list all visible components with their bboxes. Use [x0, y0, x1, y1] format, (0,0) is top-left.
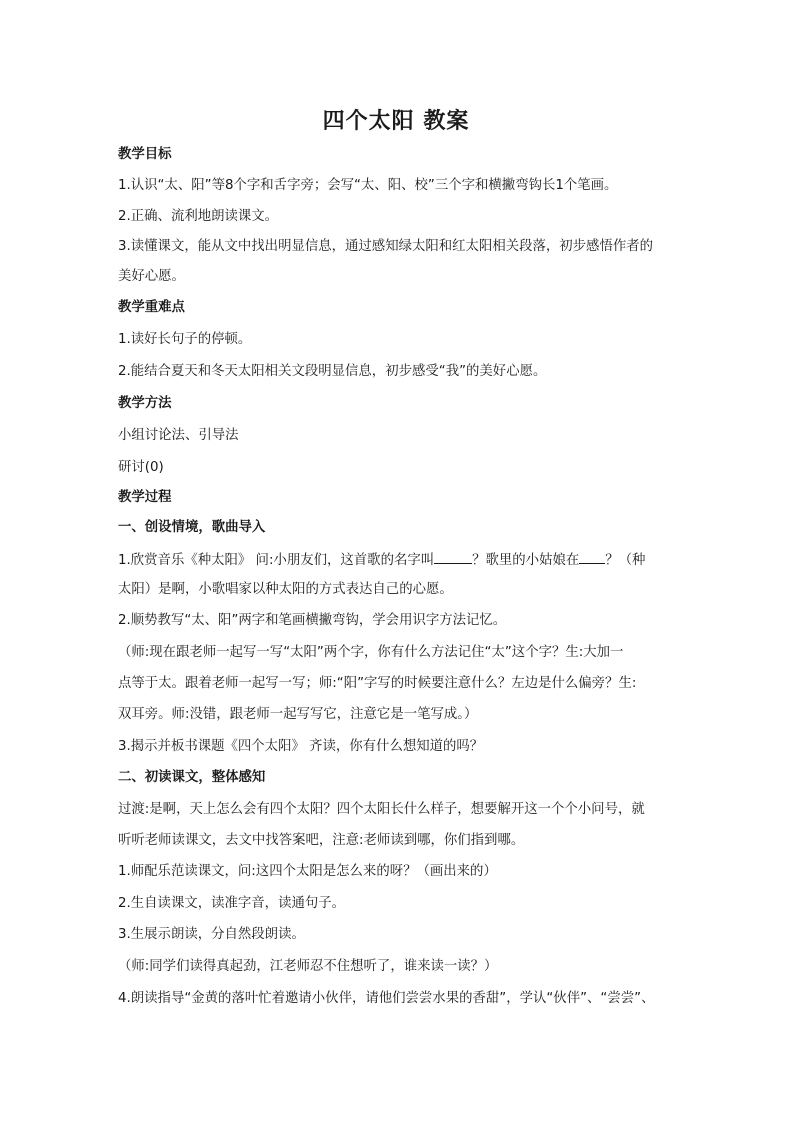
goal-3-line1: 3.读懂课文，能从文中找出明显信息，通过感知绿太阳和红太阳相关段落，初步感悟作者的: [118, 239, 654, 254]
transition-line2: 听听老师读课文，去文中找答案吧，注意:老师读到哪，你们指到哪。: [118, 833, 525, 848]
process-1-line2: 太阳）是啊，小歌唱家以种太阳的方式表达自己的心愿。: [118, 582, 453, 597]
step-3: 3.生展示朗读，分自然段朗读。: [118, 927, 305, 942]
goal-1: 1.认识“太、阳”等8个字和舌字旁；会写“太、阳、校”三个字和横撇弯钩长1个笔画。: [118, 178, 618, 193]
process-2-note-line1: （师:现在跟老师一起写一写“太阳”两个字，你有什么方法记住“太”这个字？生:大加一: [118, 645, 624, 660]
process-2-note-line3: 双耳旁。师:没错，跟老师一起写写它，注意它是一笔写成。）: [118, 707, 478, 722]
step-3-note: （师:同学们读得真起劲，江老师忍不住想听了，谁来读一读？）: [118, 959, 498, 974]
section-1-title: 一、创设情境，歌曲导入: [118, 520, 266, 535]
step-2: 2.生自读课文，读准字音，读通句子。: [118, 896, 346, 911]
step-1: 1.师配乐范读课文，问:这四个太阳是怎么来的呀？（画出来的）: [118, 864, 497, 879]
process-3: 3.揭示并板书课题《四个太阳》 齐读，你有什么想知道的吗？: [118, 739, 484, 754]
process-2-note-line2: 点等于太。跟着老师一起写一写；师:“阳”字写的时候要注意什么？左边是什么偏旁？生:: [118, 676, 637, 691]
heading-goals: 教学目标: [118, 147, 172, 162]
process-1-part2: ？歌里的小姑娘在: [472, 553, 580, 568]
heading-process: 教学过程: [118, 490, 172, 505]
document-title: 四个太阳 教案: [322, 109, 470, 134]
fill-blank-1: [434, 550, 472, 564]
process-1-line1: [118, 550, 645, 570]
goal-3-line2: 美好心愿。: [118, 269, 185, 284]
transition-line1: 过渡:是啊，天上怎么会有四个太阳？四个太阳长什么样子，想要解开这一个个小问号，就: [118, 802, 645, 817]
goal-2: 2.正确、流利地朗读课文。: [118, 209, 279, 224]
heading-methods: 教学方法: [118, 396, 172, 411]
methods-text: 小组讨论法、引导法: [118, 428, 239, 443]
section-2-title: 二、初读课文，整体感知: [118, 770, 266, 785]
step-4: 4.朗读指导“金黄的落叶忙着邀请小伙伴，请他们尝尝水果的香甜”，学认“伙伴”、“尝尝”、: [118, 991, 655, 1006]
key-point-2: 2.能结合夏天和冬天太阳相关文段明显信息，初步感受“我”的美好心愿。: [118, 364, 547, 379]
heading-key-points: 教学重难点: [118, 300, 185, 315]
process-1-part1: 1.欣赏音乐《种太阳》 问:小朋友们，这首歌的名字叫: [118, 553, 435, 568]
process-2: 2.顺势教写“太、阳”两字和笔画横撇弯钩，学会用识字方法记忆。: [118, 613, 507, 628]
fill-blank-2: [579, 550, 605, 564]
process-1-part3: ？（种: [605, 553, 646, 568]
discussion-text: 研讨(0): [118, 460, 164, 475]
key-point-1: 1.读好长句子的停顿。: [118, 332, 252, 347]
